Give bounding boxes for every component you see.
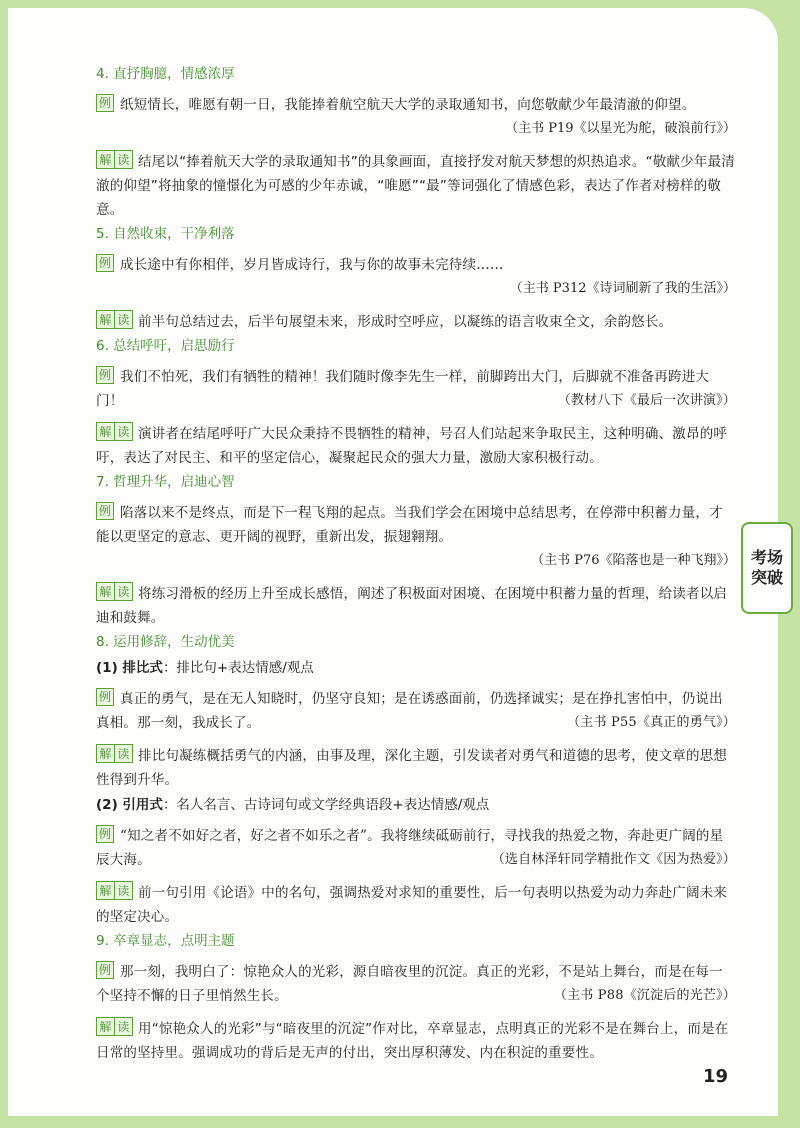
source-citation: （主书 P76《陷落也是一种飞翔》） [531, 553, 736, 568]
example-text: 那一刻，我明白了：惊艳众人的光彩，源自暗夜里的沉淀。真正的光彩，不是站上舞台，而是在每一个坚持不懈的日子里悄然生长。 [96, 964, 723, 1004]
analysis-paragraph [96, 580, 736, 630]
example-text: 成长途中有你相伴，岁月皆成诗行，我与你的故事未完待续…… [120, 257, 504, 273]
analysis-text: 演讲者在结尾呼吁广大民众秉持不畏牺牲的精神，号召人们站起来争取民主，这种明确、激昂的呼吁，表达了对民主、和平的坚定信心，凝聚起民众的强大力量，激励大家积极行动。 [96, 426, 728, 466]
main-content [96, 62, 736, 1065]
example-badge: 例 [96, 254, 114, 272]
analysis-text: 结尾以“捧着航天大学的录取通知书”的具象画面，直接抒发对航天梦想的炽热追求。“敬献少年最清澈的仰望”将抽象的憧憬化为可感的少年赤诚，“唯愿”“最”等词强化了情感色彩，表达了作者对榜样的敬意。 [96, 154, 735, 218]
example-paragraph [96, 824, 736, 872]
section-heading: 5. 自然收束，干净利落 [96, 226, 235, 242]
source-citation: （主书 P88《沉淀后的光芒》） [553, 988, 736, 1003]
example-paragraph [96, 960, 736, 1008]
analysis-badge: 解 读 [96, 148, 132, 172]
section-heading: 9. 卒章显志，点明主题 [96, 933, 235, 949]
section-tab-line2: 突破 [750, 568, 783, 587]
example-text: “知之者不如好之者，好之者不如乐之者”。我将继续砥砺前行，寻找我的热爱之物，奔赴更广阔的星辰大海。 [96, 828, 724, 868]
example-paragraph [96, 253, 736, 277]
section-heading: 4. 直抒胸臆，情感浓厚 [96, 66, 235, 82]
section-heading: 6. 总结呼吁，启思励行 [96, 338, 235, 354]
analysis-paragraph [96, 1015, 736, 1065]
source-citation: （主书 P55《真正的勇气》） [567, 715, 736, 730]
page-number: 19 [703, 1066, 729, 1087]
example-text: 真正的勇气，是在无人知晓时，仍坚守良知；是在诱惑面前，仍选择诚实；是在挣扎害怕中，仍说出真相。那一刻，我成长了。 [96, 691, 723, 731]
analysis-badge: 解 读 [96, 879, 132, 903]
example-paragraph [96, 93, 736, 117]
example-badge: 例 [96, 94, 114, 112]
analysis-text: 将练习滑板的经历上升至成长感悟，阐述了积极面对困境、在困境中积蓄力量的哲理，给读者以启迪和鼓舞。 [96, 586, 728, 626]
section-tab-line1: 考场 [750, 548, 783, 567]
example-text: 纸短情长，唯愿有朝一日，我能捧着航空航天大学的录取通知书，向您敬献少年最清澈的仰望。 [120, 97, 696, 113]
analysis-badge: 解 读 [96, 742, 132, 766]
example-badge: 例 [96, 366, 114, 384]
analysis-badge: 解 读 [96, 580, 132, 604]
analysis-paragraph [96, 742, 736, 792]
analysis-paragraph [96, 879, 736, 929]
analysis-text: 前半句总结过去，后半句展望未来，形成时空呼应，以凝练的语言收束全文，余韵悠长。 [138, 314, 673, 330]
subsection-heading: (1) 排比式：排比句+表达情感/观点 [96, 660, 314, 676]
example-paragraph [96, 501, 736, 549]
analysis-paragraph [96, 308, 736, 334]
example-badge: 例 [96, 961, 114, 979]
source-citation: （主书 P19《以星光为舵，破浪前行》） [505, 121, 736, 136]
example-badge: 例 [96, 688, 114, 706]
analysis-text: 用“惊艳众人的光彩”与“暗夜里的沉淀”作对比，卒章显志，点明真正的光彩不是在舞台上，而是在日常的坚持里。强调成功的背后是无声的付出，突出厚积薄发、内在积淀的重要性。 [96, 1021, 729, 1061]
source-citation: （教材八下《最后一次讲演》） [557, 393, 736, 408]
section-heading: 8. 运用修辞，生动优美 [96, 634, 235, 650]
analysis-badge: 解 读 [96, 1015, 132, 1039]
example-paragraph [96, 365, 736, 413]
example-text: 陷落以来不是终点，而是下一程飞翔的起点。当我们学会在困境中总结思考，在停滞中积蓄力量，才能以更坚定的意志、更开阔的视野，重新出发，振翅翱翔。 [96, 505, 723, 545]
analysis-paragraph [96, 420, 736, 470]
analysis-text: 排比句凝练概括勇气的内涵，由事及理，深化主题，引发读者对勇气和道德的思考，使文章的思想性得到升华。 [96, 748, 728, 788]
source-citation: （选自林泽轩同学精批作文《因为热爱》） [491, 852, 736, 867]
source-citation: （主书 P312《诗词刷新了我的生活》） [509, 281, 736, 296]
analysis-badge: 解 读 [96, 308, 132, 332]
example-badge: 例 [96, 502, 114, 520]
example-badge: 例 [96, 825, 114, 843]
analysis-text: 前一句引用《论语》中的名句，强调热爱对求知的重要性，后一句表明以热爱为动力奔赴广阔未来的坚定决心。 [96, 885, 728, 925]
example-text: 我们不怕死，我们有牺牲的精神！我们随时像李先生一样，前脚跨出大门，后脚就不准备再跨进大门！ [96, 369, 710, 409]
analysis-paragraph [96, 148, 736, 222]
section-heading: 7. 哲理升华，启迪心智 [96, 474, 235, 490]
example-paragraph [96, 687, 736, 735]
section-tab[interactable] [741, 522, 793, 614]
analysis-badge: 解 读 [96, 420, 132, 444]
subsection-heading: (2) 引用式：名人名言、古诗词句或文学经典语段+表达情感/观点 [96, 797, 490, 813]
